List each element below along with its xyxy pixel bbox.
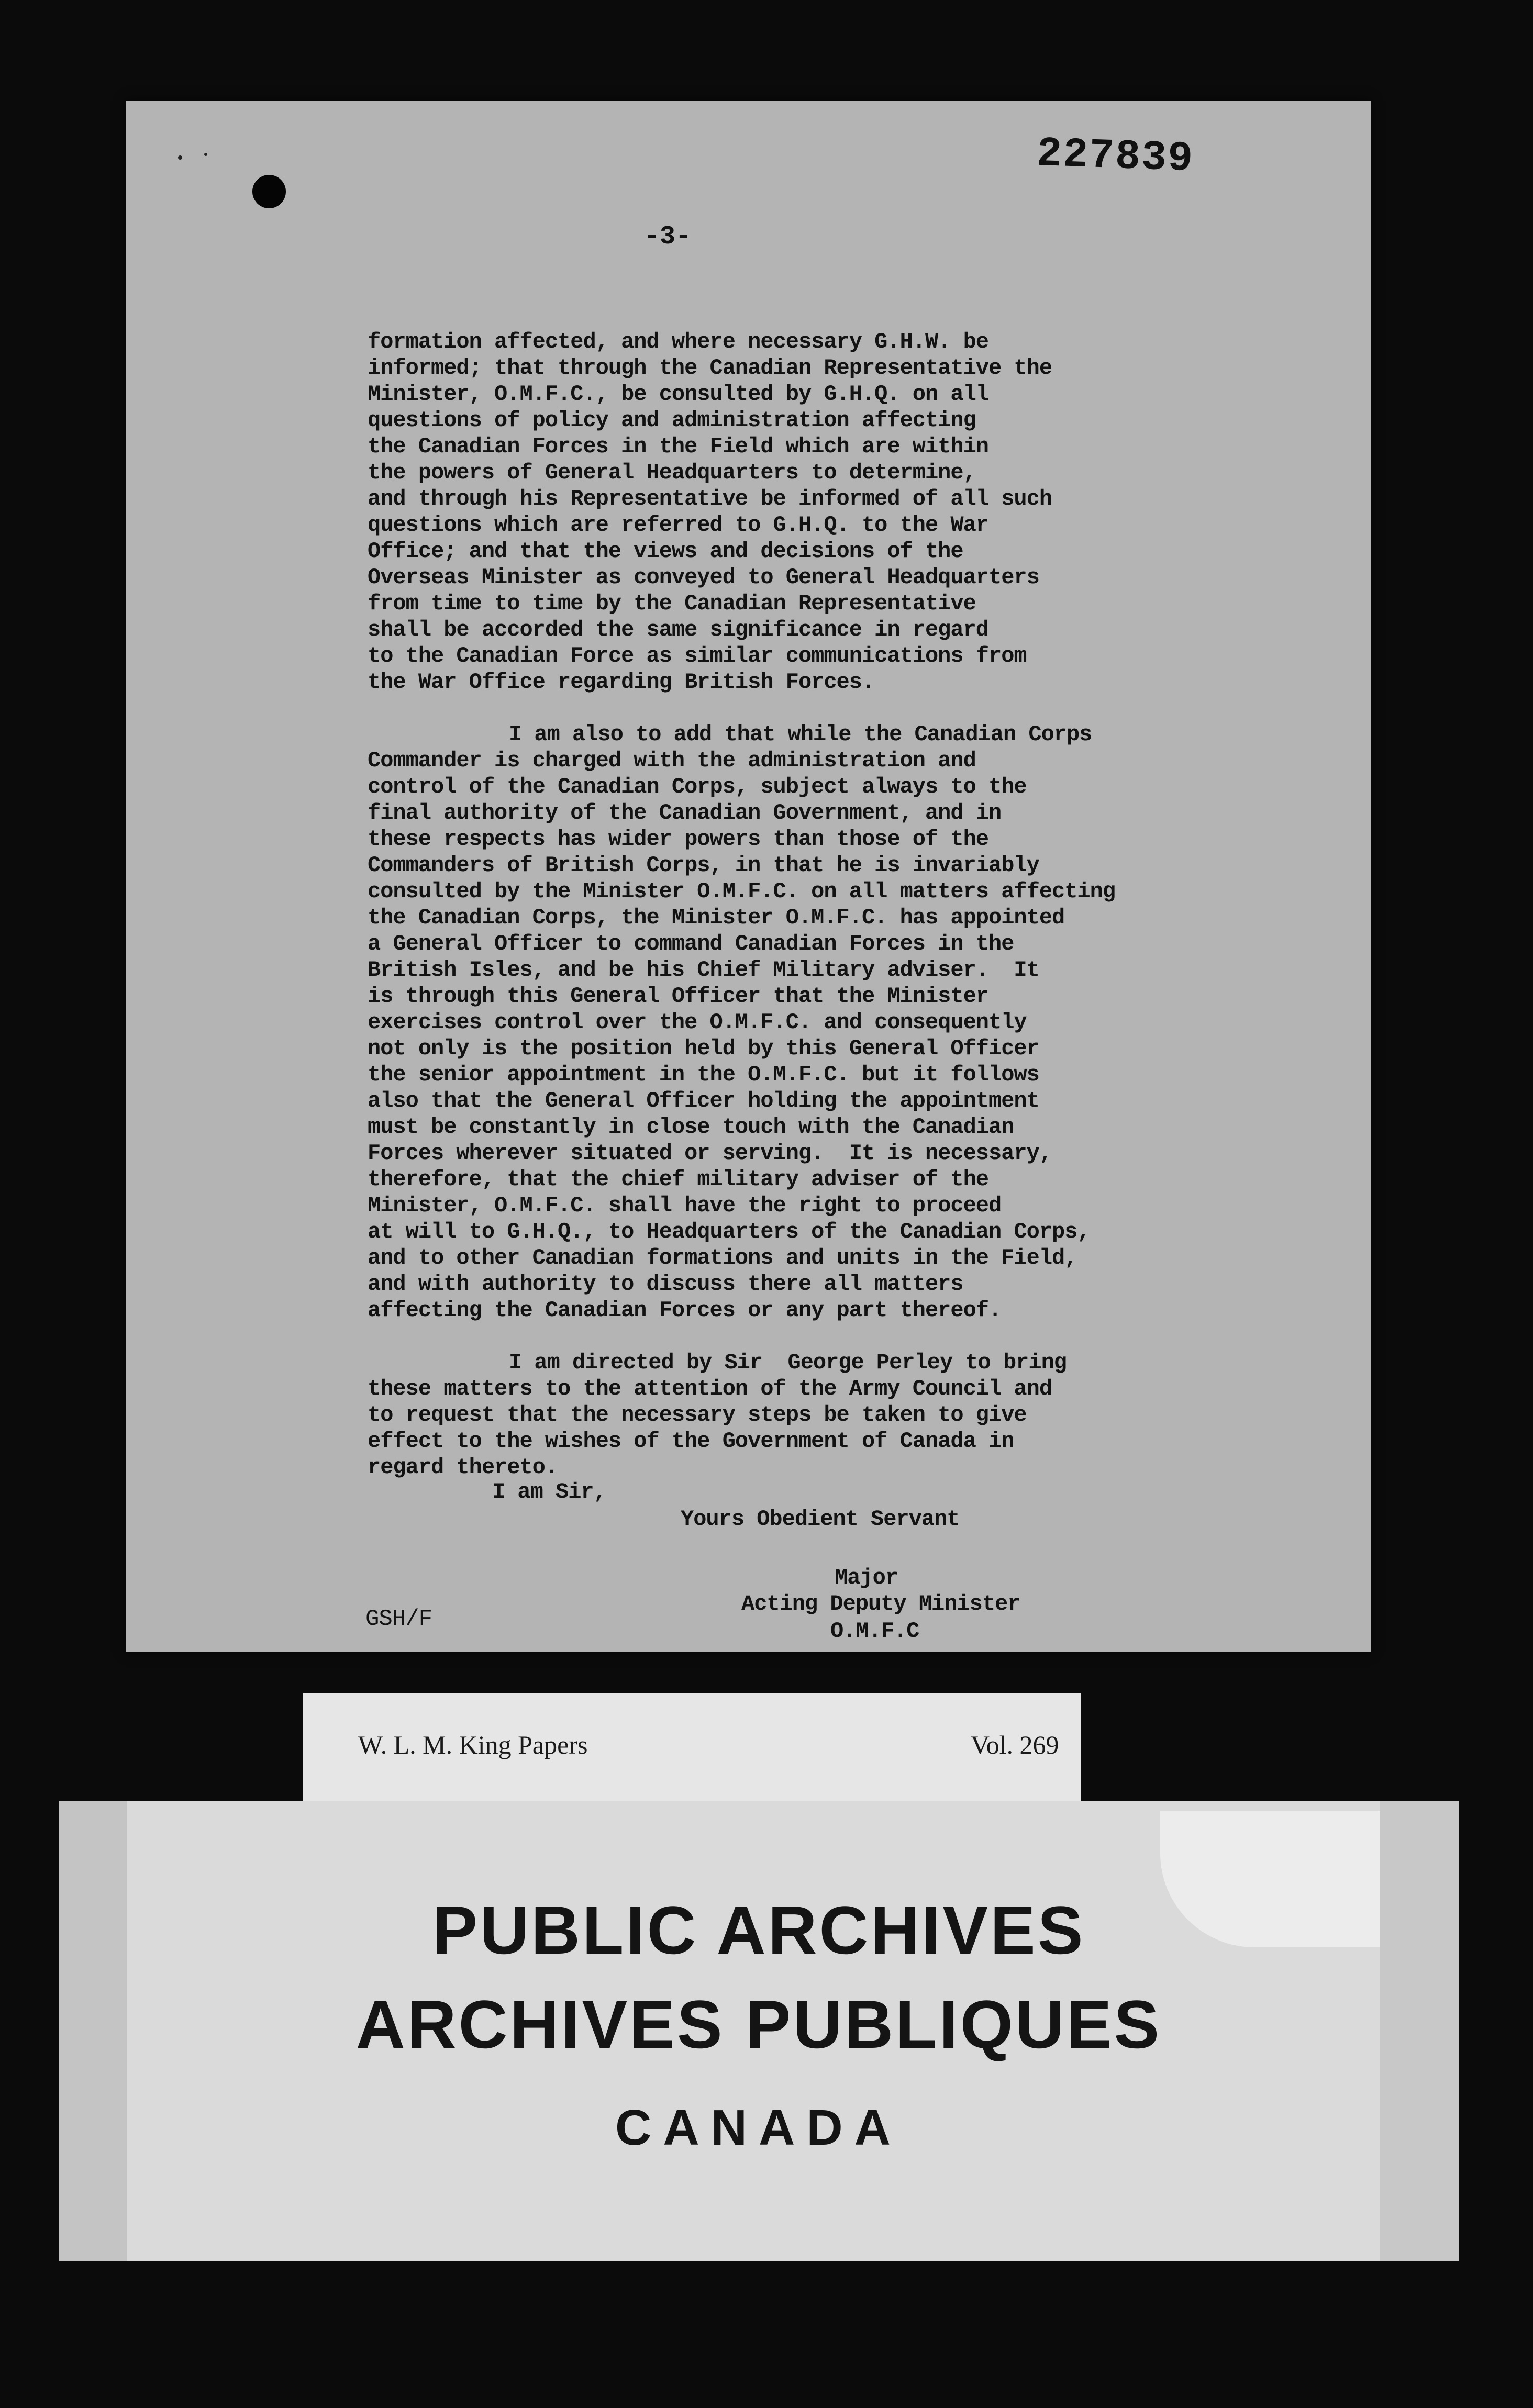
text-line: from time to time by the Canadian Representative: [368, 591, 976, 616]
stamp-public-archives: PUBLIC ARCHIVES: [432, 1892, 1085, 1968]
archive-label: [303, 1693, 1081, 1805]
text-line: the Canadian Forces in the Field which are within: [368, 434, 989, 459]
text-line: also that the General Officer holding the appointment: [368, 1088, 1039, 1113]
paragraph-3: [368, 1350, 1362, 1480]
text-line: to the Canadian Force as similar communications from: [368, 643, 1027, 668]
paper-speck: [204, 153, 207, 156]
text-line: is through this General Officer that the Minister: [368, 984, 989, 1009]
text-line: Commanders of British Corps, in that he is invariably: [368, 853, 1039, 878]
volume-number: Vol. 269: [971, 1730, 1059, 1759]
text-line: Commander is charged with the administration and: [368, 748, 976, 773]
text-line: Office; and that the views and decisions of the: [368, 539, 963, 564]
stamp-archives-publiques: ARCHIVES PUBLIQUES: [356, 1986, 1162, 2063]
text-line: affecting the Canadian Forces or any part thereof.: [368, 1298, 1002, 1323]
collection-name: W. L. M. King Papers: [358, 1730, 588, 1759]
page-number: -3-: [644, 222, 692, 252]
text-line: control of the Canadian Corps, subject always to the: [368, 774, 1027, 799]
valediction: Yours Obedient Servant: [681, 1507, 960, 1532]
text-line: final authority of the Canadian Government, and in: [368, 800, 1002, 826]
text-line: must be constantly in close touch with the Canadian: [368, 1114, 1014, 1140]
text-line: these respects has wider powers than those of the: [368, 827, 989, 852]
paragraph-2: [368, 721, 1362, 1323]
text-line: questions which are referred to G.H.Q. to the War: [368, 512, 989, 538]
text-line: and with authority to discuss there all matters: [368, 1272, 963, 1297]
signatory-title: Acting Deputy Minister: [741, 1591, 1020, 1617]
text-line: regard thereto.: [368, 1455, 558, 1480]
paragraph-1: [368, 329, 1362, 695]
text-line: British Isles, and be his Chief Military adviser. It: [368, 957, 1039, 983]
salutation: I am Sir,: [492, 1479, 606, 1504]
text-line: consulted by the Minister O.M.F.C. on all matters affecting: [368, 879, 1116, 904]
document-number: 227839: [1036, 130, 1195, 184]
text-line: and through his Representative be informed of all such: [368, 486, 1052, 511]
text-line: the War Office regarding British Forces.: [368, 670, 875, 695]
letter-body: [368, 329, 1362, 1507]
archive-folder: [59, 1801, 1459, 2261]
text-line: I am also to add that while the Canadian Corps: [509, 722, 1092, 747]
text-line: and to other Canadian formations and units in the Field,: [368, 1245, 1077, 1270]
letter-page: [126, 101, 1371, 1652]
text-line: exercises control over the O.M.F.C. and consequently: [368, 1010, 1027, 1035]
text-line: Overseas Minister as conveyed to General Headquarters: [368, 565, 1039, 590]
text-line: these matters to the attention of the Army Council and: [368, 1376, 1052, 1401]
text-line: effect to the wishes of the Government of Canada in: [368, 1429, 1014, 1454]
reference-initials: GSH/F: [365, 1606, 432, 1632]
text-line: shall be accorded the same significance in regard: [368, 617, 989, 642]
text-line: informed; that through the Canadian Representative the: [368, 355, 1052, 381]
signatory-org: O.M.F.C: [830, 1619, 919, 1644]
text-line: Minister, O.M.F.C. shall have the right to proceed: [368, 1193, 1002, 1218]
text-line: a General Officer to command Canadian Forces in the: [368, 931, 1014, 956]
text-line: not only is the position held by this General Officer: [368, 1036, 1039, 1061]
text-line: at will to G.H.Q., to Headquarters of the Canadian Corps,: [368, 1219, 1090, 1244]
text-line: questions of policy and administration affecting: [368, 408, 976, 433]
text-line: the powers of General Headquarters to determine,: [368, 460, 976, 485]
text-line: the Canadian Corps, the Minister O.M.F.C. has appointed: [368, 905, 1065, 930]
stamp-canada: CANADA: [615, 2100, 902, 2156]
text-line: to request that the necessary steps be taken to give: [368, 1402, 1027, 1428]
signatory-rank: Major: [835, 1565, 898, 1590]
text-line: the senior appointment in the O.M.F.C. but it follows: [368, 1062, 1039, 1087]
punch-hole: [252, 175, 286, 208]
text-line: Forces wherever situated or serving. It is necessary,: [368, 1141, 1052, 1166]
text-line: therefore, that the chief military adviser of the: [368, 1167, 989, 1192]
paper-speck: [178, 155, 182, 160]
text-line: formation affected, and where necessary G.H.W. be: [368, 329, 989, 354]
text-line: Minister, O.M.F.C., be consulted by G.H.Q. on all: [368, 382, 989, 407]
text-line: I am directed by Sir George Perley to bring: [509, 1350, 1067, 1375]
